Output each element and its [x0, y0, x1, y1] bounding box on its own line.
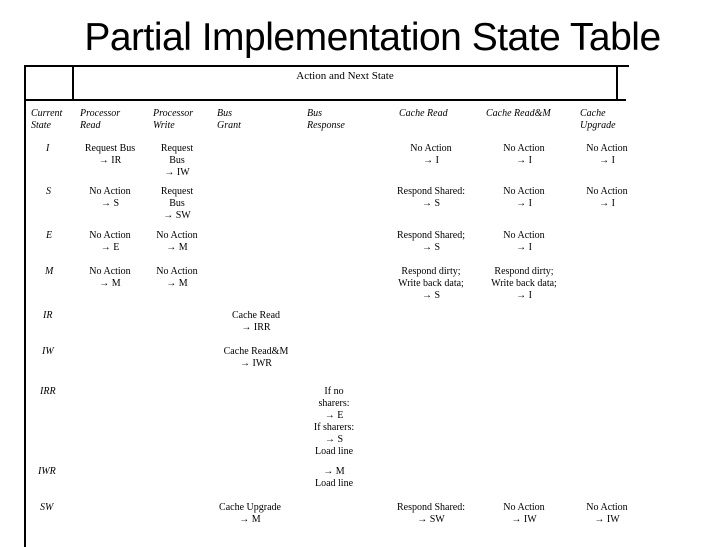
table-cell: Cache Read&M → IWR: [223, 346, 289, 369]
state-label: I: [46, 143, 50, 154]
col-header-cache-upgrade: Cache Upgrade: [580, 108, 616, 131]
state-label: SW: [40, 502, 54, 513]
table-cell: No Action → I: [410, 143, 452, 166]
col-header-processor-write: Processor Write: [153, 108, 194, 131]
action-next-state-label: Action and Next State: [296, 70, 394, 82]
header-divider: [24, 99, 626, 101]
table-cell: No Action → M: [89, 266, 131, 289]
state-label: IR: [43, 310, 53, 321]
col-header-current-state: Current State: [31, 108, 63, 131]
table-cell: → M Load line: [314, 466, 354, 489]
table-cell: If no sharers: → E If sharers: → S Load line: [313, 386, 355, 457]
table-cell: No Action → IW: [586, 502, 628, 525]
state-label: IWR: [38, 466, 56, 477]
table-cell: Request Bus → IW: [160, 143, 194, 178]
table-cell: Cache Read → IRR: [231, 310, 281, 333]
table-cell: No Action → M: [156, 230, 198, 253]
table-cell: No Action → I: [503, 186, 545, 209]
col-header-bus-grant: Bus Grant: [217, 108, 241, 131]
state-label: M: [45, 266, 54, 277]
table-cell: Respond Shared; → S: [396, 230, 466, 253]
table-cell: No Action → I: [503, 143, 545, 166]
state-label: S: [46, 186, 51, 197]
col-header-cache-read: Cache Read: [399, 108, 448, 119]
page-title: Partial Implementation State Table: [84, 16, 661, 59]
table-cell: Cache Upgrade → M: [219, 502, 281, 525]
table-cell: Request Bus → IR: [84, 143, 136, 166]
table-cell: No Action → E: [89, 230, 131, 253]
col-header-processor-read: Processor Read: [80, 108, 121, 131]
table-cell: Request Bus → SW: [160, 186, 194, 221]
table-cell: Respond dirty; Write back data; → S: [398, 266, 464, 301]
table-cell: No Action → I: [586, 143, 628, 166]
table-cell: No Action → I: [586, 186, 628, 209]
col-header-bus-response: Bus Response: [307, 108, 345, 131]
table-cell: Respond dirty; Write back data; → I: [491, 266, 557, 301]
table-cell: No Action → S: [89, 186, 131, 209]
state-label: E: [46, 230, 53, 241]
table-cell: Respond Shared: → S: [396, 186, 466, 209]
table-cell: No Action → I: [503, 230, 545, 253]
table-cell: Respond Shared: → SW: [396, 502, 466, 525]
state-label: IRR: [40, 386, 56, 397]
col-header-cache-read-m: Cache Read&M: [486, 108, 551, 119]
state-label: IW: [42, 346, 54, 357]
table-cell: No Action → IW: [503, 502, 545, 525]
table-cell: No Action → M: [156, 266, 198, 289]
